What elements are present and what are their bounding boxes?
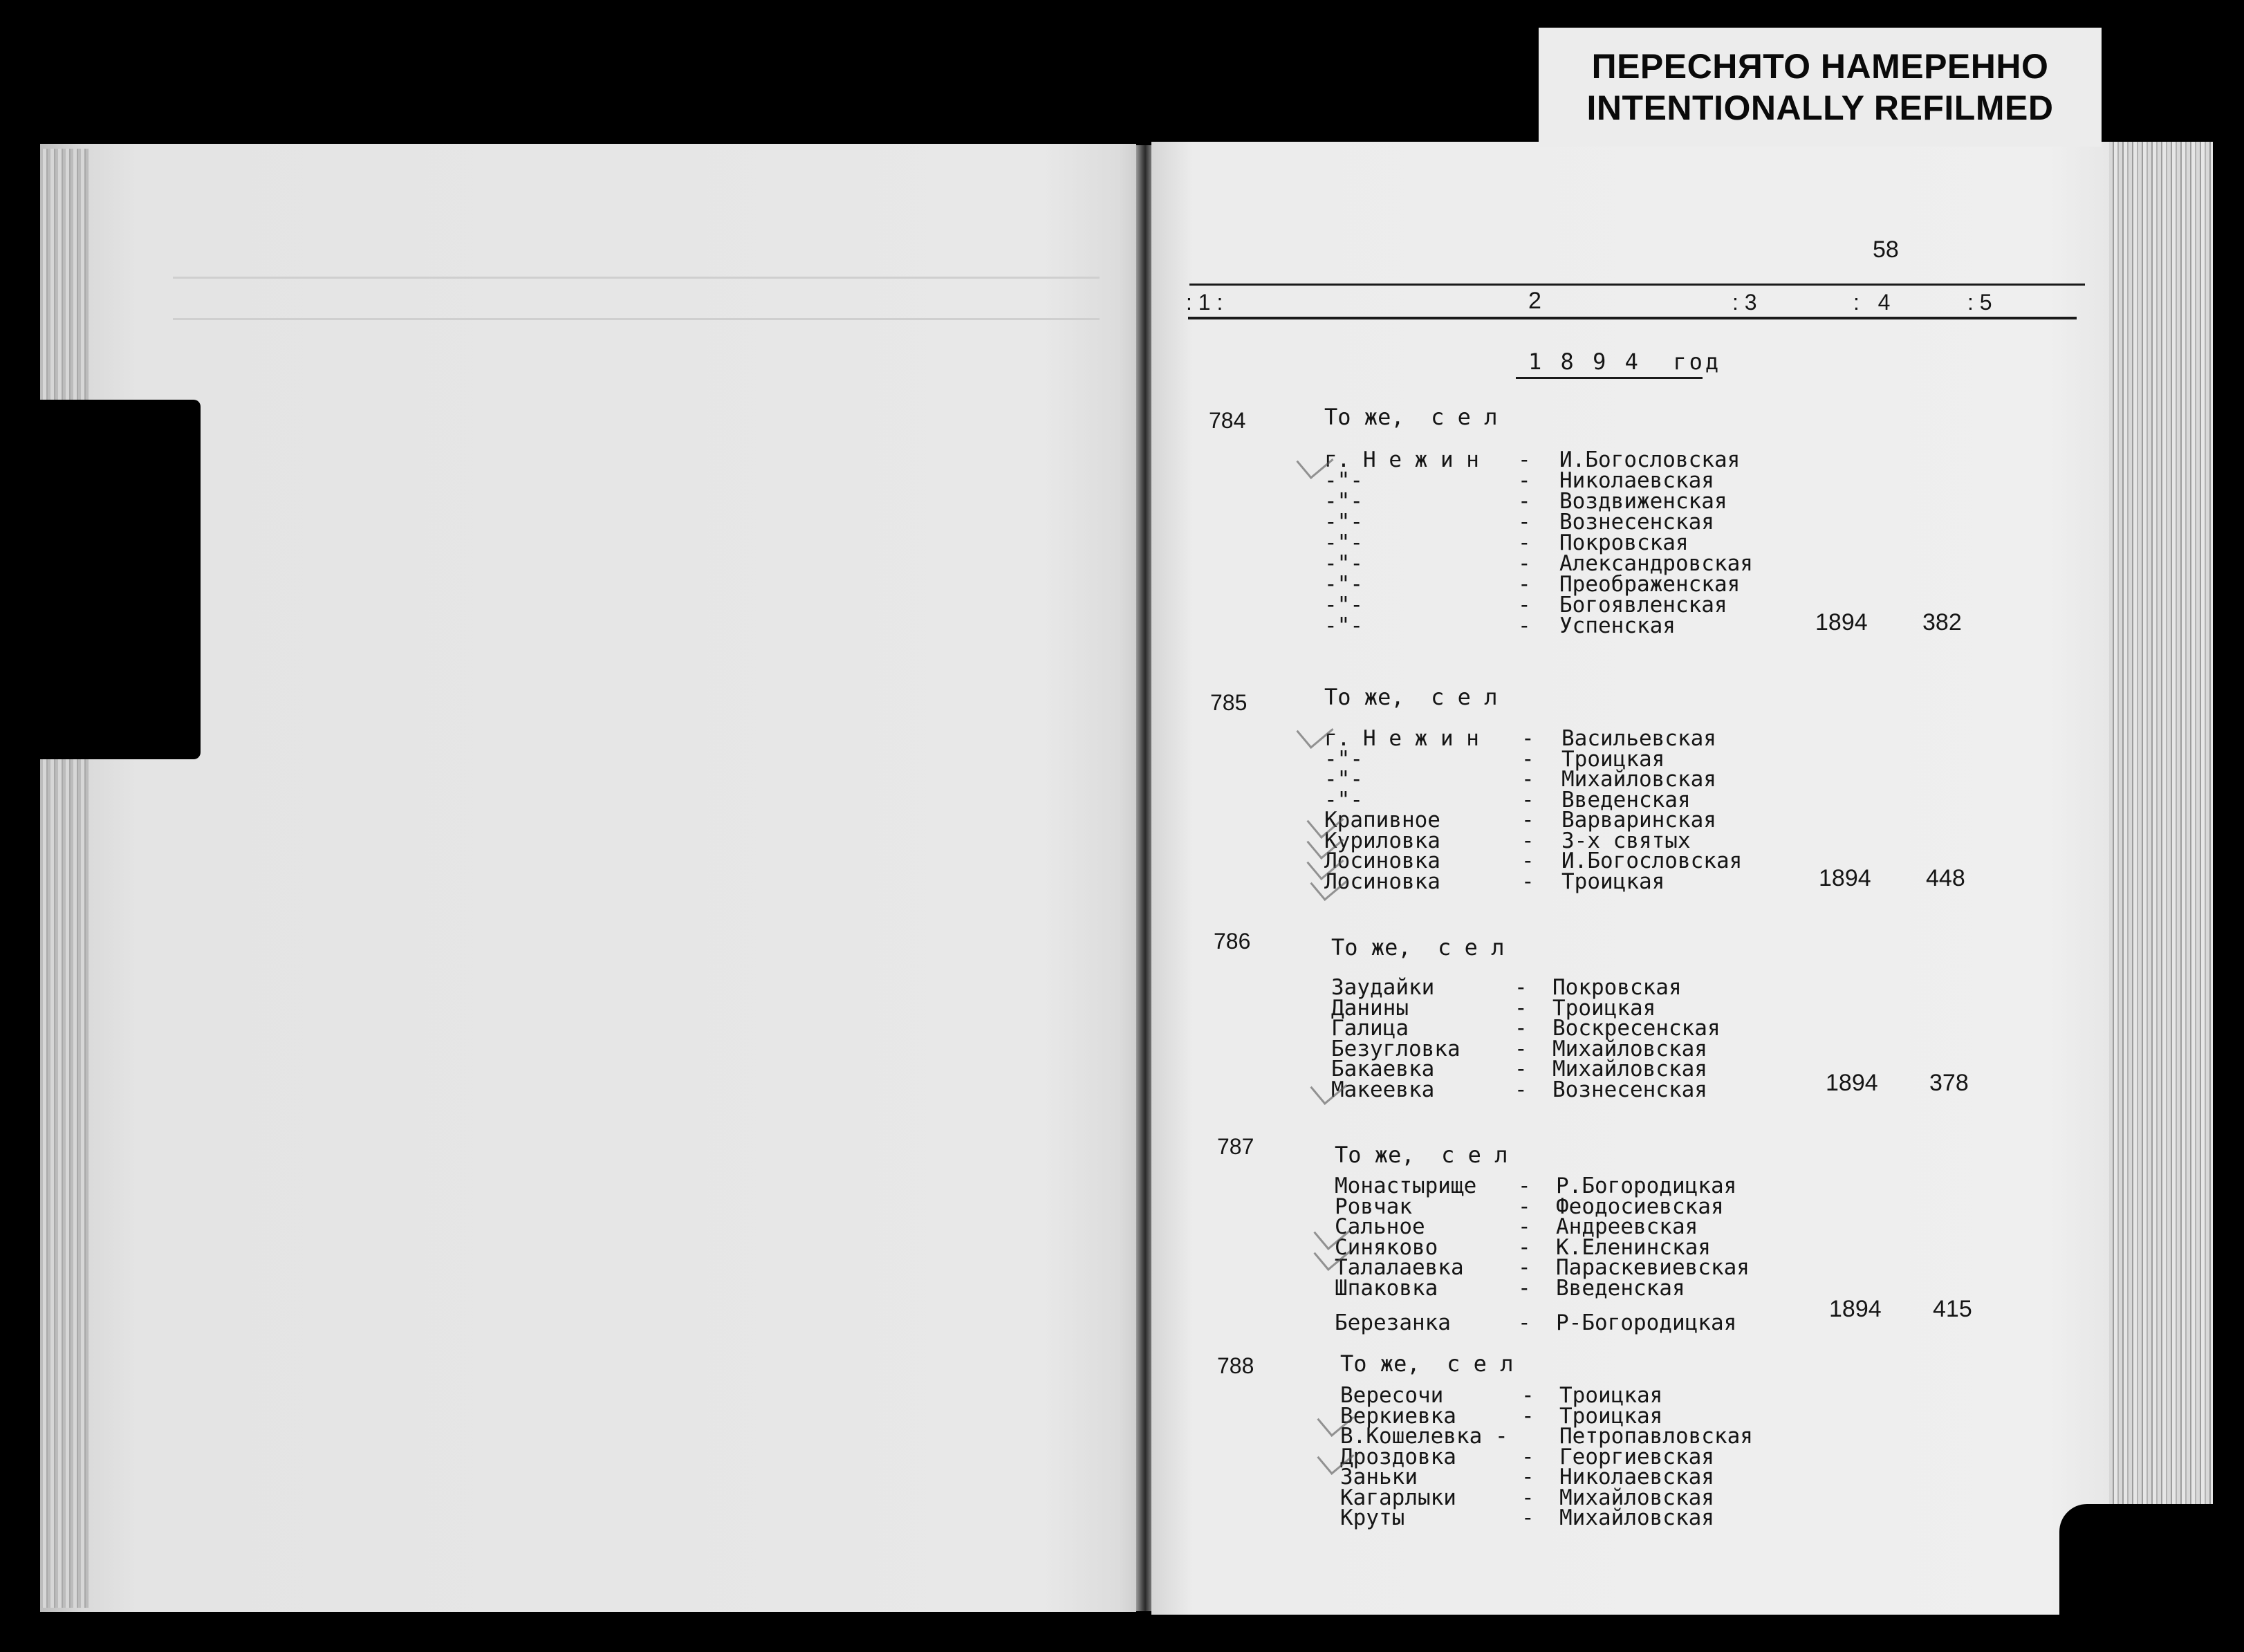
row-place: Заньки (1340, 1465, 1418, 1489)
row-church: Михайловская (1559, 1485, 1714, 1510)
row-dash: - (1521, 1465, 1534, 1489)
header-rule-top (1189, 284, 2085, 286)
row-place: -"- (1324, 468, 1363, 493)
row-dash: - (1518, 613, 1531, 638)
row-church: Михайловская (1561, 767, 1716, 792)
row-dash: - (1521, 767, 1534, 792)
row-dash: - (1518, 530, 1531, 555)
column-header-1: : 1 : (1186, 290, 1223, 315)
row-place: -"- (1324, 767, 1363, 792)
entry-sheets: 378 (1929, 1070, 1969, 1096)
column-header-3: : 3 (1732, 290, 1757, 315)
row-place: Веркиевка (1340, 1403, 1456, 1429)
row-church: Троицкая (1561, 869, 1665, 894)
entry-sheets: 448 (1926, 865, 1965, 891)
row-place: -"- (1324, 530, 1363, 555)
row-dash: - (1518, 572, 1531, 597)
column-header-4: : 4 (1853, 290, 1891, 315)
book-gutter (1136, 145, 1151, 1611)
row-dash: - (1514, 1016, 1528, 1041)
left-page-ghost-rule (173, 318, 1100, 320)
row-place: Заудайки (1331, 975, 1435, 1000)
row-place: Галица (1331, 1016, 1409, 1041)
row-dash: - (1514, 1077, 1528, 1102)
row-dash: - (1521, 848, 1534, 873)
row-church: Воздвиженская (1559, 489, 1727, 514)
entry-number: 784 (1209, 408, 1246, 433)
row-church: Троицкая (1559, 1403, 1663, 1429)
entry-heading: То же, с е л (1324, 404, 1498, 430)
row-dash: - (1521, 828, 1534, 853)
entry-number: 786 (1214, 929, 1251, 954)
row-place: г. Н е ж и н (1324, 447, 1479, 472)
row-dash: - (1514, 975, 1528, 1000)
left-page-edge (40, 149, 89, 1608)
row-church: Вознесенская (1552, 1077, 1707, 1102)
row-dash: - (1518, 510, 1531, 535)
left-page (40, 144, 1136, 1612)
row-church: Михайловская (1552, 1057, 1707, 1082)
row-church: Вознесенская (1559, 510, 1714, 535)
row-church: И.Богословская (1561, 848, 1743, 873)
row-place: Лосиновка (1324, 848, 1440, 873)
page-number: 58 (1873, 236, 1899, 263)
right-page-edge (2109, 142, 2213, 1611)
row-church: Троицкая (1552, 995, 1656, 1021)
row-place: -"- (1324, 510, 1363, 535)
row-church: Преображенская (1559, 572, 1741, 597)
row-dash: - (1518, 1275, 1531, 1301)
row-church: Николаевская (1559, 1465, 1714, 1489)
row-church: Троицкая (1559, 1383, 1663, 1408)
row-church: Петропавловская (1559, 1424, 1753, 1449)
row-dash: - (1518, 1173, 1531, 1198)
row-place: -"- (1324, 746, 1363, 772)
column-header-2: 2 (1528, 288, 1541, 314)
row-place: Безугловка (1331, 1036, 1461, 1061)
row-place: -"- (1324, 593, 1363, 618)
left-page-ghost-rule (173, 277, 1100, 279)
row-place: Куриловка (1324, 828, 1440, 853)
row-dash: - (1518, 1214, 1531, 1239)
row-dash: - (1521, 746, 1534, 772)
row-place: Синяково (1335, 1234, 1438, 1260)
entry-year: 1894 (1829, 1296, 1882, 1322)
row-dash: - (1521, 1485, 1534, 1510)
row-dash: - (1518, 447, 1531, 472)
row-place: Березанка (1335, 1310, 1451, 1335)
page-clip (0, 400, 201, 759)
row-church: Р-Богородицкая (1556, 1310, 1737, 1335)
row-church: Михайловская (1559, 1505, 1714, 1530)
row-dash: - (1518, 1255, 1531, 1280)
entry-year: 1894 (1819, 865, 1871, 891)
row-place: Лосиновка (1324, 869, 1440, 894)
row-dash: - (1518, 593, 1531, 618)
row-church: Феодосиевская (1556, 1194, 1724, 1219)
entry-sheets: 382 (1922, 609, 1962, 635)
row-place: Вересочи (1340, 1383, 1444, 1408)
row-dash: - (1521, 1444, 1534, 1469)
row-place: В.Кошелевка - (1340, 1424, 1508, 1449)
row-church: Покровская (1559, 530, 1689, 555)
row-place: -"- (1324, 551, 1363, 576)
entry-year: 1894 (1826, 1070, 1878, 1096)
row-dash: - (1514, 1036, 1528, 1061)
year-heading-underline (1516, 377, 1703, 379)
row-dash: - (1521, 787, 1534, 813)
row-church: Андреевская (1556, 1214, 1698, 1239)
row-place: Ровчак (1335, 1194, 1412, 1219)
entry-heading: То же, с е л (1340, 1351, 1514, 1377)
row-church: Михайловская (1552, 1036, 1707, 1061)
entry-year: 1894 (1815, 609, 1868, 635)
row-place: -"- (1324, 787, 1363, 813)
row-place: Шпаковка (1335, 1275, 1438, 1301)
row-dash: - (1521, 1403, 1534, 1429)
row-dash: - (1521, 808, 1534, 833)
row-dash: - (1521, 869, 1534, 894)
row-place: -"- (1324, 572, 1363, 597)
entry-number: 785 (1210, 690, 1248, 715)
row-place: Кагарлыки (1340, 1485, 1456, 1510)
row-church: Васильевская (1561, 726, 1716, 751)
row-dash: - (1518, 1194, 1531, 1219)
row-place: г. Н е ж и н (1324, 726, 1479, 751)
row-dash: - (1514, 1057, 1528, 1082)
row-church: Александровская (1559, 551, 1753, 576)
header-rule-bottom (1188, 317, 2077, 319)
row-church: Троицкая (1561, 746, 1665, 772)
row-church: Воскресенская (1552, 1016, 1721, 1041)
row-dash: - (1521, 726, 1534, 751)
row-dash: - (1521, 1383, 1534, 1408)
row-church: 3-х святых (1561, 828, 1691, 853)
row-church: Покровская (1552, 975, 1682, 1000)
corner-shadow (2059, 1504, 2244, 1652)
entry-number: 787 (1217, 1134, 1254, 1159)
row-place: Бакаевка (1331, 1057, 1435, 1082)
column-header-5: : 5 (1967, 290, 1992, 315)
year-heading: 1 8 9 4 год (1528, 349, 1722, 375)
row-place: Монастырище (1335, 1173, 1477, 1198)
stamp-line-en: INTENTIONALLY REFILMED (1586, 89, 2054, 127)
row-church: К.Еленинская (1556, 1234, 1711, 1260)
row-dash: - (1518, 1310, 1531, 1335)
row-place: Круты (1340, 1505, 1405, 1530)
row-church: Георгиевская (1559, 1444, 1714, 1469)
row-place: -"- (1324, 613, 1363, 638)
row-dash: - (1521, 1505, 1534, 1530)
row-church: Богоявленская (1559, 593, 1727, 618)
entry-number: 788 (1217, 1353, 1254, 1378)
row-dash: - (1518, 1234, 1531, 1260)
entry-sheets: 415 (1933, 1296, 1972, 1322)
row-church: Введенская (1556, 1275, 1685, 1301)
row-church: Введенская (1561, 787, 1691, 813)
row-church: Успенская (1559, 613, 1676, 638)
row-dash: - (1518, 489, 1531, 514)
row-dash: - (1514, 995, 1528, 1021)
entry-heading: То же, с е л (1335, 1142, 1508, 1168)
row-place: Макеевка (1331, 1077, 1435, 1102)
row-place: Сальное (1335, 1214, 1425, 1239)
entry-heading: То же, с е л (1331, 934, 1505, 960)
row-church: Николаевская (1559, 468, 1714, 493)
row-church: И.Богословская (1559, 447, 1741, 472)
refilmed-stamp (1539, 28, 2102, 147)
row-place: -"- (1324, 489, 1363, 514)
row-church: Варваринская (1561, 808, 1716, 833)
row-place: Данины (1331, 995, 1409, 1021)
row-place: Талалаевка (1335, 1255, 1464, 1280)
entry-heading: То же, с е л (1324, 684, 1498, 710)
row-place: Дроздовка (1340, 1444, 1456, 1469)
row-church: Р.Богородицкая (1556, 1173, 1737, 1198)
row-dash: - (1518, 468, 1531, 493)
row-church: Параскевиевская (1556, 1255, 1750, 1280)
stamp-line-ru: ПЕРЕСНЯТО НАМЕРЕННО (1591, 47, 2049, 86)
row-place: Крапивное (1324, 808, 1440, 833)
row-dash: - (1518, 551, 1531, 576)
